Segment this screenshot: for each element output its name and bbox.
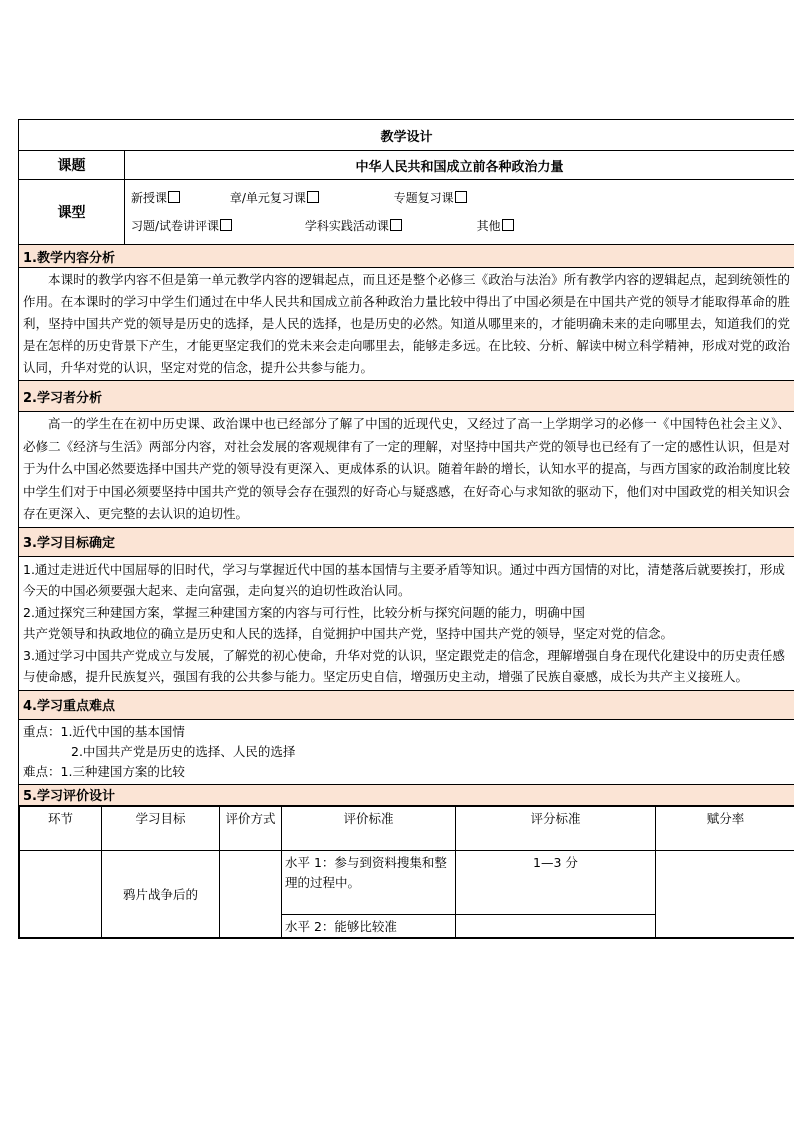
key-point-2: 2.中国共产党是历史的选择、人民的选择	[71, 743, 296, 759]
key-points-body	[19, 719, 794, 784]
learner-analysis-text: 高一的学生在在初中历史课、政治课中也已经部分了解了中国的近现代史，又经过了高一上学期学习的必修一《中国特色社会主义》、必修二《经济与生活》两部分内容，对社会发展的客观规律有了一定的理解，对坚持中国共产党的领导也已经有了一定的感性认识，但是对于为什么中国必然要选择中国共产党的领导没有更深入、更成体系的认识。随着年龄的增长，认知水平的提高，与西方国家的政治制度比较中学生们对于中国必须要坚持中国共产党的领导会存在强烈的好奇心与疑惑感，在好奇心与求知欲的驱动下，他们对中国政党的相关知识会存在更深入、更完整的去认识的迫切性。	[23, 416, 791, 521]
lesson-plan-table	[18, 119, 794, 939]
level-2-criteria: 水平 2：能够比较准	[282, 914, 456, 937]
content-analysis-body	[19, 268, 794, 381]
col-header-goal: 学习目标	[102, 806, 220, 850]
level-1-criteria: 水平 1：参与到资料搜集和整理的过程中。	[282, 850, 456, 914]
lesson-type-options	[125, 180, 794, 245]
objective-3: 3.通过学习中国共产党成立与发展，了解党的初心使命，升华对党的认识，坚定跟党走的信念，理解增强自身在现代化建设中的历史责任感与使命感，提升民族复兴，强国有我的公共参与能力。坚定历史自信，增强历史主动，增强了民族自豪感，成长为共产主义接班人。	[23, 647, 785, 684]
option-new-lesson[interactable]: 新授课	[131, 184, 226, 212]
evaluation-container	[19, 805, 794, 938]
objective-1: 1.通过走进近代中国屈辱的旧时代，学习与掌握近代中国的基本国情与主要矛盾等知识。通过中西方国情的对比，清楚落后就要挨打，形成今天的中国必须要强大起来、走向富强，走向复兴的迫切性政治认同。	[23, 561, 785, 598]
option-topic-review[interactable]: 专题复习课	[394, 184, 467, 212]
key-points-heading: 4.学习重点难点	[19, 690, 794, 719]
checkbox-icon[interactable]	[502, 219, 514, 231]
weight-cell	[656, 850, 794, 937]
checkbox-icon[interactable]	[220, 219, 232, 231]
objective-2a: 2.通过探究三种建国方案，掌握三种建国方案的内容与可行性，比较分析与探究问题的能力，明确中国	[23, 604, 585, 620]
content-analysis-text: 本课时的教学内容不但是第一单元教学内容的逻辑起点，而且还是整个必修三《政治与法治》所有教学内容的逻辑起点，起到统领性的作用。在本课时的学习中学生们通过在中华人民共和国成立前各种政治力量比较中得出了中国必须是在中国共产党的领导才能取得革命的胜利，坚持中国共产党的领导是历史的选择，是人民的选择，也是历史的必然。知道从哪里来的，才能明确未来的走向哪里去，知道我们的党是在怎样的历史背景下产生，才能更坚定我们的党未来会走向哪里去，能够走多远。在比较、分析、解读中树立科学精神，形成对党的政治认同，升华对党的认识，坚定对党的信念，提升公共参与能力。	[23, 272, 791, 375]
checkbox-icon[interactable]	[307, 191, 319, 203]
document-title: 教学设计	[19, 120, 794, 151]
level-1-score: 1—3 分	[456, 850, 656, 914]
objective-2b: 共产党领导和执政地位的确立是历史和人民的选择，自觉拥护中国共产党，坚持中国共产党的领导，坚定对党的信念。	[23, 626, 674, 641]
level-2-score	[456, 914, 656, 937]
option-other[interactable]: 其他	[477, 212, 514, 240]
stage-cell	[20, 850, 102, 937]
col-header-weight: 赋分率	[656, 806, 794, 850]
difficulty-1: 难点：1.三种建国方案的比较	[23, 763, 185, 779]
checkbox-icon[interactable]	[168, 191, 180, 203]
subject-value: 中华人民共和国成立前各种政治力量	[125, 151, 794, 180]
objectives-heading: 3.学习目标确定	[19, 527, 794, 556]
subject-label: 课题	[19, 151, 125, 180]
lesson-type-label: 课型	[19, 180, 125, 245]
checkbox-icon[interactable]	[455, 191, 467, 203]
evaluation-heading: 5.学习评价设计	[19, 784, 794, 805]
learner-analysis-body	[19, 412, 794, 528]
goal-cell: 鸦片战争后的	[102, 850, 220, 937]
lesson-type-row-2	[131, 212, 788, 240]
content-analysis-heading: 1.教学内容分析	[19, 245, 794, 268]
col-header-scoring: 评分标准	[456, 806, 656, 850]
lesson-plan-document	[18, 119, 794, 939]
lesson-type-row-1	[131, 184, 788, 212]
objectives-body	[19, 556, 794, 690]
option-unit-review[interactable]: 章/单元复习课	[230, 184, 390, 212]
key-point-1: 重点：1.近代中国的基本国情	[23, 723, 185, 739]
checkbox-icon[interactable]	[390, 219, 402, 231]
option-practice-activity[interactable]: 学科实践活动课	[305, 212, 473, 240]
col-header-criteria: 评价标准	[282, 806, 456, 850]
option-exercise-review[interactable]: 习题/试卷讲评课	[131, 212, 301, 240]
learner-analysis-heading: 2.学习者分析	[19, 381, 794, 412]
method-cell	[220, 850, 282, 937]
col-header-method: 评价方式	[220, 806, 282, 850]
evaluation-table	[19, 806, 794, 938]
col-header-stage: 环节	[20, 806, 102, 850]
